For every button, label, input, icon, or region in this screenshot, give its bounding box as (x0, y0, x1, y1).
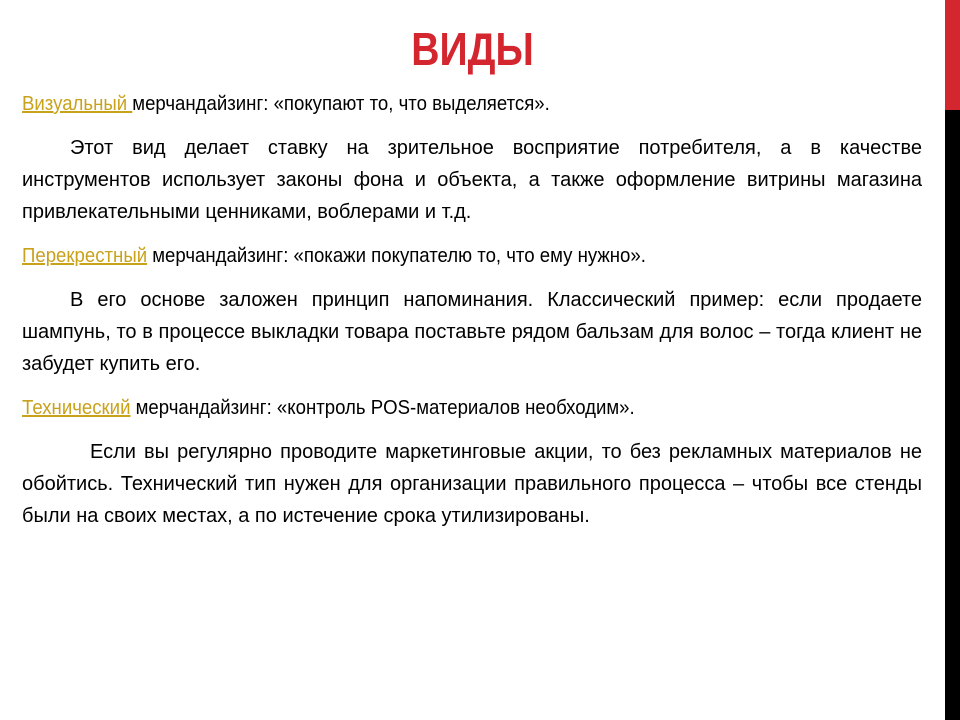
slide-content (22, 88, 922, 544)
section-body-visual: Этот вид делает ставку на зрительное восприятие потребителя, а в качестве инструментов использует законы фона и объекта, а также оформление витрины магазина привлекательными ценниками, воблерами и т.д. (22, 137, 922, 223)
link-technical[interactable]: Технический (22, 397, 131, 419)
section-body-technical: Если вы регулярно проводите маркетинговые акции, то без рекламных материалов не обойтись. Технический тип нужен для организации правильного процесса – чтобы все стенды были на своих местах, а по истечение срока утилизированы. (22, 441, 922, 527)
heading-text: мерчандайзинг: «контроль POS-материалов необходим». (130, 397, 635, 419)
slide-title: ВИДЫ (411, 23, 534, 75)
accent-bar-black (945, 110, 960, 720)
section-heading-cross (22, 240, 859, 272)
section-body-cross: В его основе заложен принцип напоминания. Классический пример: если продаете шампунь, то в процессе выкладки товара поставьте рядом бальзам для волос – тогда клиент не забудет купить его. (22, 289, 922, 375)
link-cross[interactable]: Перекрестный (22, 245, 148, 267)
accent-bar-red (945, 0, 960, 110)
heading-text: мерчандайзинг: «покажи покупателю то, что ему нужно». (147, 245, 646, 267)
section-heading-technical (22, 392, 859, 424)
section-heading-visual (22, 88, 859, 120)
link-visual[interactable]: Визуальный (22, 93, 133, 115)
heading-text: мерчандайзинг: «покупают то, что выделяется». (132, 93, 550, 115)
